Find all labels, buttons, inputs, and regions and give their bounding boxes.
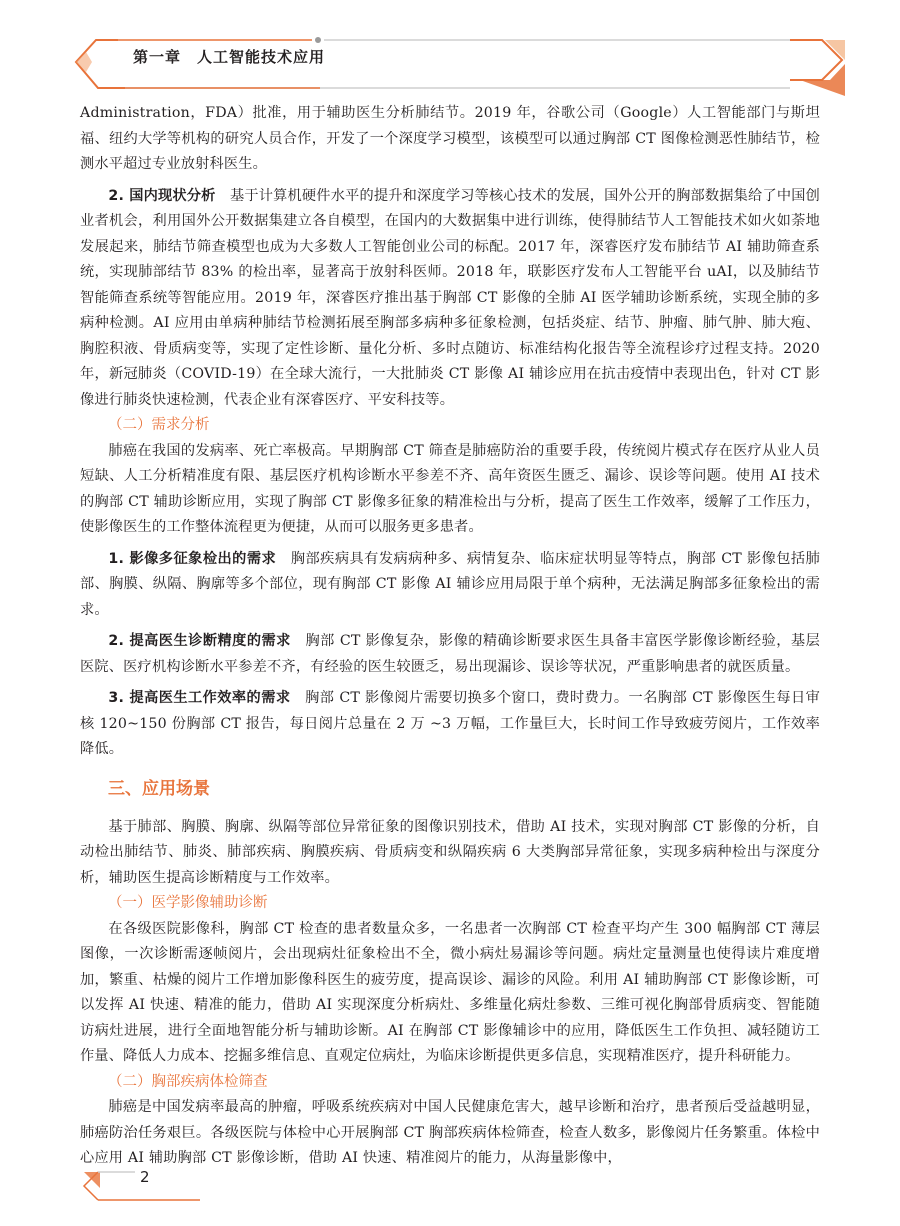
subsection-title: （二）需求分析 bbox=[108, 417, 210, 433]
paragraph bbox=[80, 629, 820, 680]
paragraph: 在各级医院影像科，胸部 CT 检查的患者数量众多，一名患者一次胸部 CT 检查平均产生 300 幅胸部 CT 薄层图像，一次诊断需逐帧阅片，会出现病灶征象检出不全，微小病灶易漏诊等问题。病灶定量测量也使得读片难度增加，繁重、枯燥的阅片工作增加影像科医生的疲劳度，提高误诊、漏诊的风险。利用 AI 辅助胸部 CT 影像诊断，可以发挥 AI 快速、精准的能力，借助 AI 实现深度分析病灶、多维量化病灶参数、三维可视化胸部骨质病变、智能随访病灶进展，进行全面地智能分析与辅助诊断。AI 在胸部 CT 影像辅诊中的应用，降低医生工作负担、减轻随访工作量、降低人力成本、挖掘多维信息、直观定位病灶，为临床诊断提供更多信息，实现精准医疗，提升科研能力。 bbox=[80, 920, 820, 1064]
paragraph: Administration，FDA）批准，用于辅助医生分析肺结节。2019 年，谷歌公司（Google）人工智能部门与斯坦福、纽约大学等机构的研究人员合作，开发了一个深度学习模型，该模型可以通过胸部 CT 图像检测恶性肺结节，检测水平超过专业放射科医生。 bbox=[80, 105, 820, 172]
paragraph bbox=[80, 184, 820, 414]
paragraph-heading: 2. 国内现状分析 bbox=[108, 187, 216, 204]
paragraph bbox=[80, 547, 820, 624]
section-heading: 三、应用场景 bbox=[108, 778, 210, 799]
paragraph: 肺癌是中国发病率最高的肿瘤，呼吸系统疾病对中国人民健康危害大，越早诊断和治疗，患者预后受益越明显，肺癌防治任务艰巨。各级医院与体检中心开展胸部 CT 胸部疾病体检筛查，检查人数多，影像阅片任务繁重。体检中心应用 AI 辅助胸部 CT 影像诊断，借助 AI 快速、精准阅片的能力，从海量影像中， bbox=[80, 1099, 820, 1166]
paragraph: 肺癌在我国的发病率、死亡率极高。早期胸部 CT 筛查是肺癌防治的重要手段，传统阅片模式存在医疗从业人员短缺、人工分析精准度有限、基层医疗机构诊断水平参差不齐、高年资医生匮乏、漏诊、误诊等问题。使用 AI 技术的胸部 CT 辅助诊断应用，实现了胸部 CT 影像多征象的精准检出与分析，提高了医生工作效率，缓解了工作压力，使影像医生的工作整体流程更为便捷，从而可以服务更多患者。 bbox=[80, 442, 820, 535]
page-footer bbox=[0, 1150, 900, 1222]
paragraph-text: 基于计算机硬件水平的提升和深度学习等核心技术的发展，国外公开的胸部数据集给了中国创业者机会，利用国外公开数据集建立各自模型，在国内的大数据集中进行训练，使得肺结节人工智能技术如火如荼地发展起来，肺结节筛查模型也成为大多数人工智能创业公司的标配。2017 年，深睿医疗发布肺结节 AI 辅助筛查系统，实现肺部结节 83% 的检出率，显著高于放射科医师。2018 年，联影医疗发布人工智能平台 uAI，以及肺结节智能筛查系统等智能应用。2019 年，深睿医疗推出基于胸部 CT 影像的全肺 AI 医学辅助诊断系统，实现全肺的多病种检测。AI 应用由单病种肺结节检测拓展至胸部多病种多征象检测，包括炎症、结节、肿瘤、肺气肿、肺大疱、胸腔积液、骨质病变等，实现了定性诊断、量化分析、多时点随访、标准结构化报告等全流程诊疗过程支持。2020 年，新冠肺炎（COVID-19）在全球大流行，一大批肺炎 CT 影像 AI 辅诊应用在抗击疫情中表现出色，针对 CT 影像进行肺炎快速检测，代表企业有深睿医疗、平安科技等。 bbox=[80, 187, 820, 408]
paragraph-heading: 3. 提高医生工作效率的需求 bbox=[108, 690, 291, 706]
paragraph-heading: 2. 提高医生诊断精度的需求 bbox=[108, 633, 291, 649]
paragraph bbox=[80, 686, 820, 763]
page-number: 2 bbox=[140, 1168, 150, 1186]
paragraph-text: 胸部 CT 影像复杂，影像的精确诊断要求医生具备丰富医学影像诊断经验，基层医院、医疗机构诊断水平参差不齐，有经验的医生较匮乏，易出现漏诊、误诊等状况，严重影响患者的就医质量。 bbox=[80, 633, 820, 675]
paragraph-heading: 1. 影像多征象检出的需求 bbox=[108, 550, 277, 567]
page-header bbox=[0, 0, 900, 100]
paragraph-text: 胸部疾病具有发病病种多、病情复杂、临床症状明显等特点，胸部 CT 影像包括肺部、胸膜、纵隔、胸廓等多个部位，现有胸部 CT 影像 AI 辅诊应用局限于单个病种，无法满足胸部多征象检出的需求。 bbox=[80, 550, 820, 618]
chapter-title: 第一章 人工智能技术应用 bbox=[133, 48, 326, 66]
subsection-title: （二）胸部疾病体检筛查 bbox=[108, 1073, 268, 1090]
page-content bbox=[80, 101, 820, 1172]
footer-decoration bbox=[0, 1150, 900, 1222]
paragraph: 基于肺部、胸膜、胸廓、纵隔等部位异常征象的图像识别技术，借助 AI 技术，实现对胸部 CT 影像的分析，自动检出肺结节、肺炎、肺部疾病、胸膜疾病、骨质病变和纵隔疾病 6 大类胸部异常征象，实现多病种检出与深度分析，辅助医生提高诊断精度与工作效率。 bbox=[80, 818, 820, 886]
subsection-title: （一）医学影像辅助诊断 bbox=[108, 895, 268, 911]
paragraph-text: 胸部 CT 影像阅片需要切换多个窗口，费时费力。一名胸部 CT 影像医生每日审核 120~150 份胸部 CT 报告，每日阅片总量在 2 万 ~3 万幅，工作量巨大，长时间工作导致疲劳阅片，工作效率降低。 bbox=[80, 690, 820, 757]
